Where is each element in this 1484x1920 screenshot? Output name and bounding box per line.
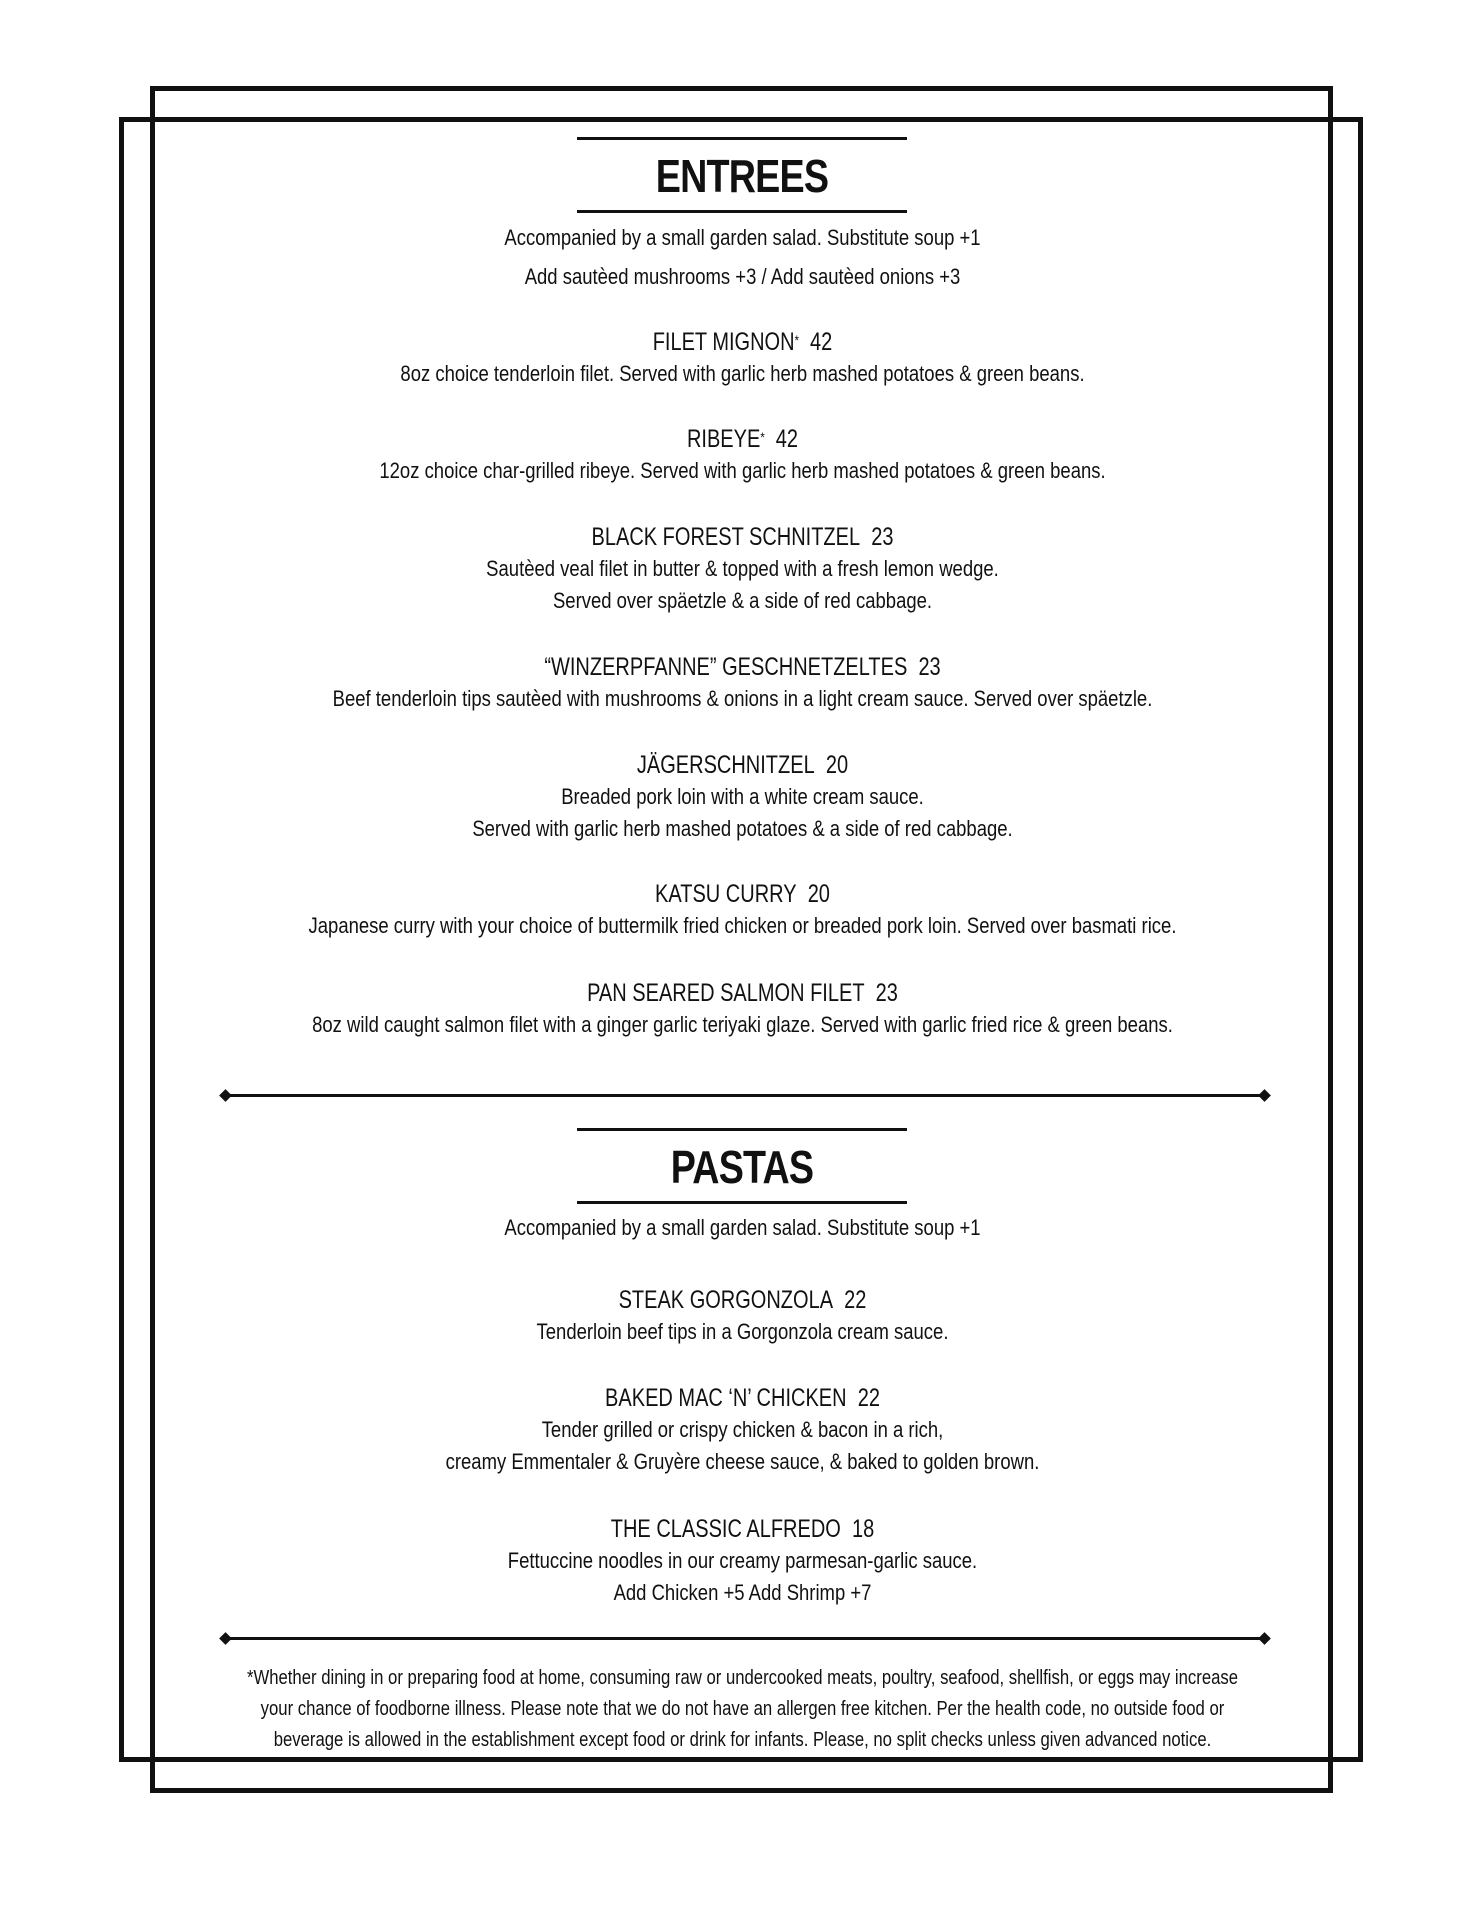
- item-description: Served with garlic herb mashed potatoes & a side of red cabbage.: [472, 816, 1013, 841]
- pastas-heading: [577, 1128, 907, 1204]
- menu-item: [160, 326, 1325, 390]
- item-title: BLACK FOREST SCHNITZEL 23: [591, 523, 894, 551]
- footnote-line: beverage is allowed in the establishment except food or drink for infants. Please, no split checks unless given advanced notice.: [273, 1729, 1212, 1751]
- menu-item: [160, 651, 1325, 715]
- entrees-note-1: Accompanied by a small garden salad. Substitute soup +1: [504, 225, 981, 250]
- item-description: creamy Emmentaler & Gruyère cheese sauce, & baked to golden brown.: [445, 1449, 1040, 1474]
- menu-item: [160, 977, 1325, 1041]
- heading-rule-bottom: [577, 210, 907, 213]
- item-description: Tender grilled or crispy chicken & bacon in a rich,: [541, 1417, 944, 1442]
- item-title: FILET MIGNON* 42: [652, 328, 833, 356]
- heading-rule-top: [577, 1128, 907, 1131]
- item-description: Breaded pork loin with a white cream sauce.: [561, 784, 924, 809]
- footnote: [189, 1663, 1295, 1756]
- item-description: 8oz choice tenderloin filet. Served with garlic herb mashed potatoes & green beans.: [400, 361, 1085, 386]
- item-title: JÄGERSCHNITZEL 20: [636, 751, 849, 779]
- item-description: Sautèed veal filet in butter & topped with a fresh lemon wedge.: [486, 556, 999, 581]
- menu-item: [160, 521, 1325, 617]
- section-divider: [225, 1637, 1265, 1640]
- menu-item: [160, 1284, 1325, 1348]
- entrees-title: ENTREES: [655, 150, 829, 202]
- entrees-heading: [577, 137, 907, 213]
- footnote-line: *Whether dining in or preparing food at home, consuming raw or undercooked meats, poultry, seafood, shellfish, or eggs may increase: [246, 1667, 1239, 1689]
- item-title: BAKED MAC ‘N’ CHICKEN 22: [605, 1384, 880, 1412]
- menu-item: [160, 423, 1325, 487]
- item-title: PAN SEARED SALMON FILET 23: [587, 979, 898, 1007]
- pastas-note-1: Accompanied by a small garden salad. Substitute soup +1: [504, 1215, 981, 1240]
- item-description: 12oz choice char-grilled ribeye. Served with garlic herb mashed potatoes & green beans.: [379, 458, 1106, 483]
- item-title: “WINZERPFANNE” GESCHNETZELTES 23: [544, 653, 941, 681]
- item-title: KATSU CURRY 20: [655, 880, 830, 908]
- item-title: THE CLASSIC ALFREDO 18: [610, 1515, 875, 1543]
- menu-item: [160, 749, 1325, 845]
- pastas-title: PASTAS: [670, 1141, 814, 1193]
- menu-item: [160, 1382, 1325, 1478]
- footnote-line: your chance of foodborne illness. Please note that we do not have an allergen free kitchen. Per the health code, no outside food or: [260, 1698, 1225, 1720]
- menu-item: [160, 1513, 1325, 1609]
- item-description: Add Chicken +5 Add Shrimp +7: [613, 1580, 872, 1605]
- item-description: 8oz wild caught salmon filet with a ginger garlic teriyaki glaze. Served with garlic fried rice & green beans.: [312, 1012, 1173, 1037]
- heading-rule-top: [577, 137, 907, 140]
- item-description: Fettuccine noodles in our creamy parmesan-garlic sauce.: [507, 1548, 978, 1573]
- menu-item: [160, 878, 1325, 942]
- item-title: RIBEYE* 42: [686, 425, 799, 453]
- entrees-note-2: Add sautèed mushrooms +3 / Add sautèed onions +3: [524, 264, 961, 289]
- heading-rule-bottom: [577, 1201, 907, 1204]
- item-description: Tenderloin beef tips in a Gorgonzola cream sauce.: [536, 1319, 949, 1344]
- item-description: Beef tenderloin tips sautèed with mushrooms & onions in a light cream sauce. Served over späetzle.: [332, 686, 1153, 711]
- item-description: Served over späetzle & a side of red cabbage.: [552, 588, 933, 613]
- section-divider: [225, 1094, 1265, 1097]
- item-title: STEAK GORGONZOLA 22: [618, 1286, 867, 1314]
- item-description: Japanese curry with your choice of buttermilk fried chicken or breaded pork loin. Served over basmati rice.: [308, 913, 1177, 938]
